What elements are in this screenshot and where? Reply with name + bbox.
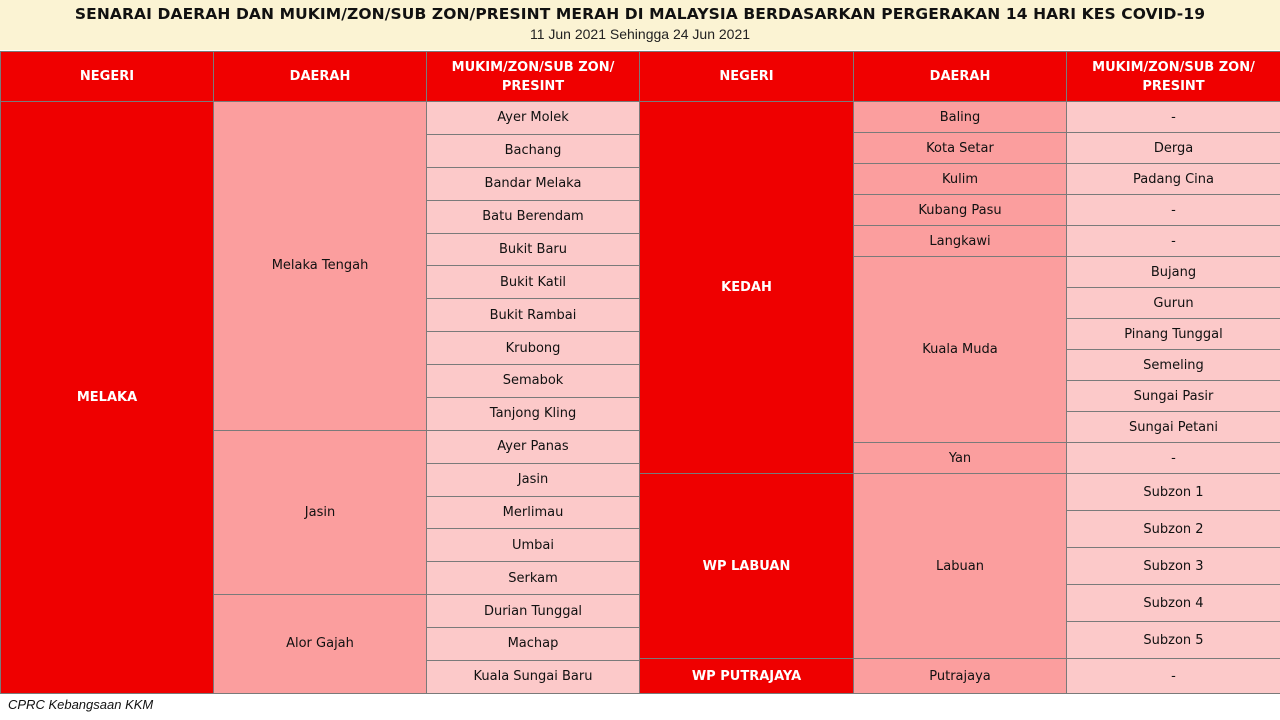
mukim-cell: Ayer Panas [427, 430, 640, 463]
mukim-cell: Bandar Melaka [427, 167, 640, 200]
mukim-cell: Semeling [1067, 350, 1280, 381]
source-footer: CPRC Kebangsaan KKM [8, 697, 154, 712]
mukim-cell: Padang Cina [1067, 164, 1280, 195]
daerah-cell: Kulim [854, 164, 1067, 195]
daerah-cell: Alor Gajah [214, 595, 427, 694]
mukim-cell: Ayer Molek [427, 102, 640, 135]
mukim-cell: Machap [427, 628, 640, 661]
mukim-cell: Jasin [427, 463, 640, 496]
page-title: SENARAI DAERAH DAN MUKIM/ZON/SUB ZON/PRESINT MERAH DI MALAYSIA BERDASARKAN PERGERAKAN 14 HARI KES COVID-19 [74, 5, 1206, 23]
mukim-cell: Semabok [427, 365, 640, 398]
mukim-cell: Bukit Katil [427, 266, 640, 299]
header-daerah: DAERAH [214, 52, 427, 102]
table-kedah-wp [639, 51, 1280, 694]
mukim-cell: Bachang [427, 134, 640, 167]
negeri-cell: KEDAH [640, 102, 854, 474]
table-row [640, 474, 1280, 511]
daerah-cell: Kubang Pasu [854, 195, 1067, 226]
mukim-cell: Kuala Sungai Baru [427, 660, 640, 693]
mukim-cell: Subzon 5 [1067, 622, 1280, 659]
mukim-cell: Sungai Pasir [1067, 381, 1280, 412]
mukim-cell: - [1067, 226, 1280, 257]
mukim-cell: Bukit Baru [427, 233, 640, 266]
mukim-cell: Pinang Tunggal [1067, 319, 1280, 350]
mukim-cell: - [1067, 102, 1280, 133]
table-row [1, 102, 640, 135]
daerah-cell: Putrajaya [854, 659, 1067, 694]
mukim-cell: Subzon 1 [1067, 474, 1280, 511]
mukim-cell: Derga [1067, 133, 1280, 164]
mukim-cell: Umbai [427, 529, 640, 562]
table-row [640, 659, 1280, 694]
mukim-cell: - [1067, 443, 1280, 474]
daerah-cell: Melaka Tengah [214, 102, 427, 431]
daerah-cell: Baling [854, 102, 1067, 133]
header-mukim: MUKIM/ZON/SUB ZON/ PRESINT [1067, 52, 1280, 102]
mukim-cell: - [1067, 195, 1280, 226]
negeri-cell: WP LABUAN [640, 474, 854, 659]
table-row [640, 102, 1280, 133]
header-negeri: NEGERI [1, 52, 214, 102]
daerah-cell: Kota Setar [854, 133, 1067, 164]
mukim-cell: Sungai Petani [1067, 412, 1280, 443]
header-negeri: NEGERI [640, 52, 854, 102]
negeri-cell: MELAKA [1, 102, 214, 694]
mukim-cell: - [1067, 659, 1280, 694]
mukim-cell: Tanjong Kling [427, 397, 640, 430]
mukim-cell: Subzon 3 [1067, 548, 1280, 585]
daerah-cell: Kuala Muda [854, 257, 1067, 443]
daerah-cell: Jasin [214, 430, 427, 594]
daerah-cell: Labuan [854, 474, 1067, 659]
negeri-cell: WP PUTRAJAYA [640, 659, 854, 694]
daerah-cell: Langkawi [854, 226, 1067, 257]
mukim-cell: Subzon 2 [1067, 511, 1280, 548]
mukim-cell: Krubong [427, 332, 640, 365]
mukim-cell: Bukit Rambai [427, 299, 640, 332]
mukim-cell: Gurun [1067, 288, 1280, 319]
title-band [0, 0, 1280, 50]
mukim-cell: Subzon 4 [1067, 585, 1280, 622]
daerah-cell: Yan [854, 443, 1067, 474]
mukim-cell: Serkam [427, 562, 640, 595]
mukim-cell: Durian Tunggal [427, 595, 640, 628]
mukim-cell: Bujang [1067, 257, 1280, 288]
mukim-cell: Merlimau [427, 496, 640, 529]
header-daerah: DAERAH [854, 52, 1067, 102]
date-range: 11 Jun 2021 Sehingga 24 Jun 2021 [529, 26, 751, 42]
mukim-cell: Batu Berendam [427, 200, 640, 233]
table-melaka [0, 51, 640, 694]
header-mukim: MUKIM/ZON/SUB ZON/ PRESINT [427, 52, 640, 102]
